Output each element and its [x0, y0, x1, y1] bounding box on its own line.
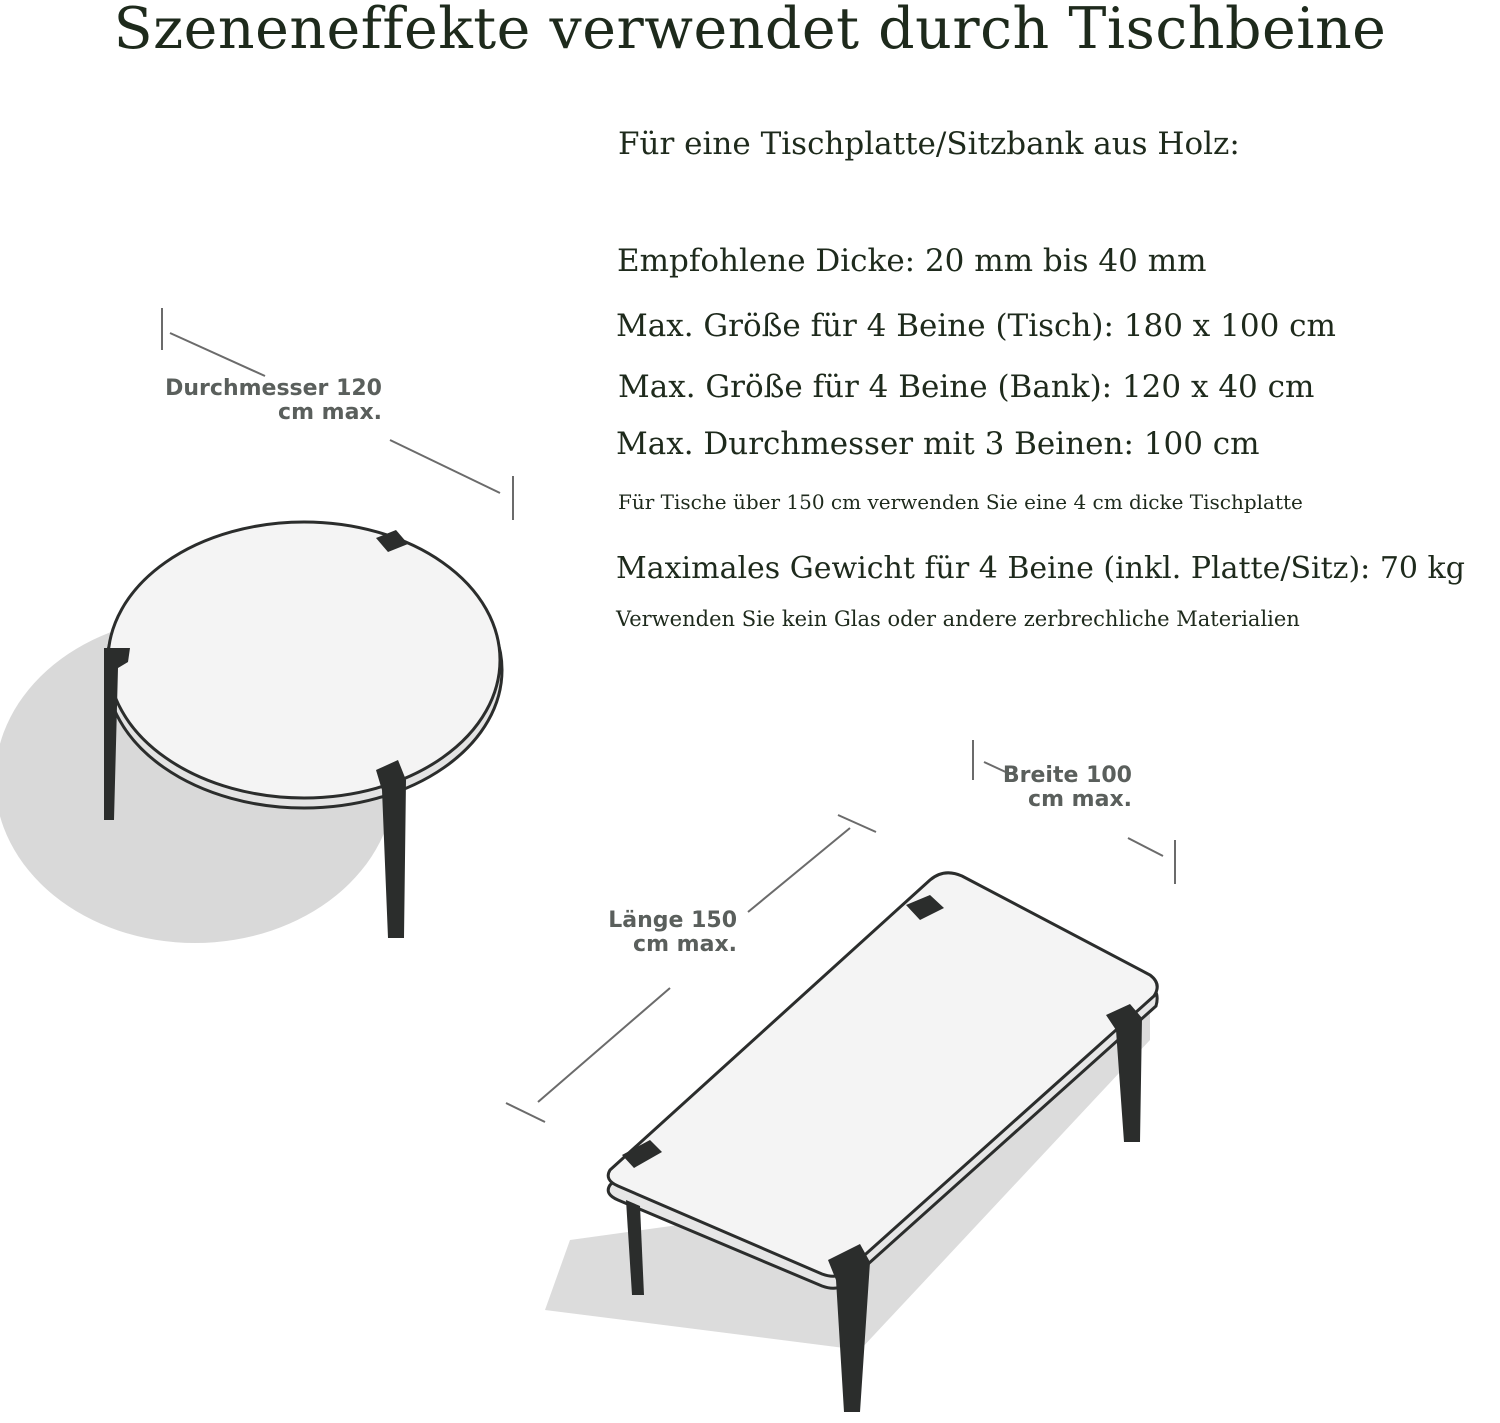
- width-label-line-1: Breite 100: [1002, 763, 1132, 788]
- length-label-line-1: Länge 150: [608, 908, 737, 933]
- diameter-label-line-1: Durchmesser 120: [165, 376, 382, 401]
- rect-table-width-label: [980, 764, 1132, 812]
- spec-heading: Für eine Tischplatte/Sitzbank aus Holz:: [618, 126, 1240, 162]
- length-label-line-2: cm max.: [633, 932, 737, 957]
- rect-table-illustration: [506, 740, 1175, 1412]
- spec-max-bench: Max. Größe für 4 Beine (Bank): 120 x 40 cm: [618, 369, 1315, 405]
- spec-max-diameter: Max. Durchmesser mit 3 Beinen: 100 cm: [616, 426, 1260, 462]
- spec-max-weight: Maximales Gewicht für 4 Beine (inkl. Platte/Sitz): 70 kg: [616, 551, 1465, 586]
- spec-max-table: Max. Größe für 4 Beine (Tisch): 180 x 100 cm: [616, 308, 1336, 344]
- rect-table-width-dimension-line: [973, 740, 1175, 884]
- round-table-top: [108, 522, 500, 798]
- diameter-label-line-2: cm max.: [278, 400, 382, 425]
- spec-thickness: Empfohlene Dicke: 20 mm bis 40 mm: [617, 243, 1207, 279]
- spec-no-glass: Verwenden Sie kein Glas oder andere zerbrechliche Materialien: [616, 607, 1300, 631]
- width-label-line-2: cm max.: [1028, 787, 1132, 812]
- round-table-diameter-label: [150, 377, 382, 425]
- spec-note-150: Für Tische über 150 cm verwenden Sie eine 4 cm dicke Tischplatte: [618, 490, 1303, 514]
- rect-table-length-label: [592, 909, 737, 957]
- page-title: Szeneneffekte verwendet durch Tischbeine: [113, 0, 1387, 62]
